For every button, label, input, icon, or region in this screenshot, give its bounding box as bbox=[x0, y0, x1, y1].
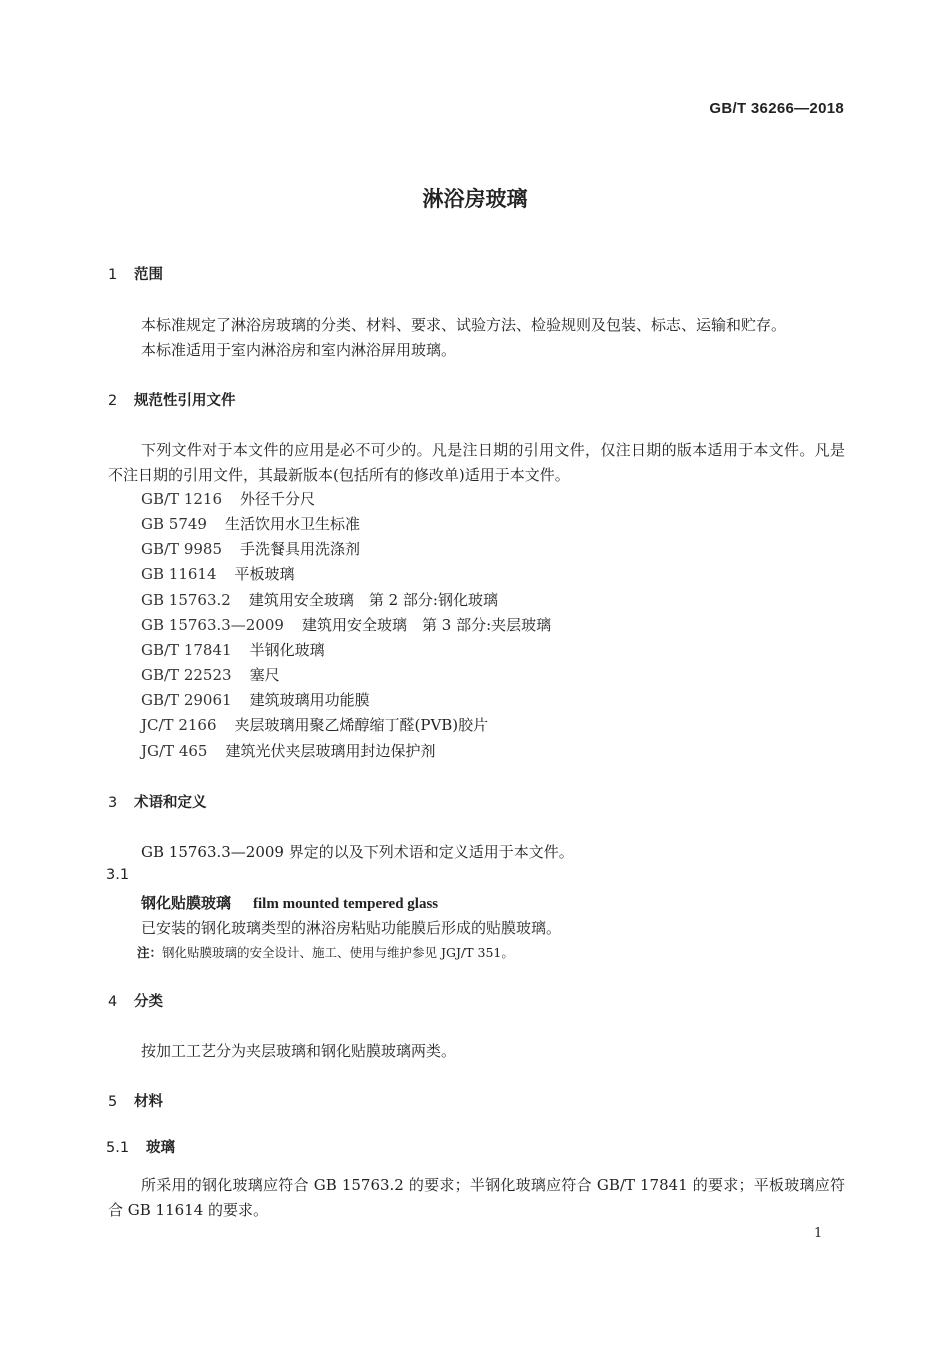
reference-item bbox=[141, 740, 435, 761]
reference-name: 手洗餐具用洗涤剂 bbox=[240, 540, 361, 558]
standard-number: GB/T 36266—2018 bbox=[709, 100, 844, 117]
section-5-heading bbox=[108, 1090, 163, 1111]
term-number: 3.1 bbox=[106, 867, 130, 883]
section-title: 术语和定义 bbox=[134, 795, 207, 811]
reference-item bbox=[141, 513, 360, 534]
reference-name: 夹层玻璃用聚乙烯醇缩丁醛(PVB)胶片 bbox=[234, 716, 489, 734]
reference-code: GB 5749 bbox=[141, 515, 207, 533]
reference-name: 生活饮用水卫生标准 bbox=[224, 515, 360, 533]
reference-name: 平板玻璃 bbox=[234, 565, 295, 583]
section-number: 5 bbox=[108, 1094, 118, 1110]
reference-code: GB/T 9985 bbox=[141, 540, 223, 558]
paragraph: 按加工工艺分为夹层玻璃和钢化贴膜玻璃两类。 bbox=[141, 1042, 457, 1060]
term-english: film mounted tempered glass bbox=[253, 896, 439, 912]
term-entry bbox=[141, 892, 438, 913]
section-2-heading bbox=[108, 389, 236, 410]
reference-code: JG/T 465 bbox=[141, 742, 208, 760]
paragraph: 所采用的钢化玻璃应符合 GB 15763.2 的要求；半钢化玻璃应符合 GB/T 17841 的要求；平板玻璃应符合 GB 11614 的要求。 bbox=[108, 1176, 845, 1219]
reference-item bbox=[141, 538, 360, 559]
reference-name: 建筑光伏夹层玻璃用封边保护剂 bbox=[225, 742, 436, 760]
note-label: 注： bbox=[137, 945, 163, 960]
note bbox=[137, 943, 514, 961]
reference-code: GB/T 17841 bbox=[141, 641, 232, 659]
reference-code: JC/T 2166 bbox=[141, 716, 217, 734]
reference-code: GB 11614 bbox=[141, 565, 217, 583]
paragraph: 本标准适用于室内淋浴房和室内淋浴屏用玻璃。 bbox=[141, 341, 457, 359]
reference-item bbox=[141, 639, 325, 660]
section-title: 分类 bbox=[134, 994, 163, 1010]
subsection-number: 5.1 bbox=[106, 1140, 130, 1156]
subsection-title: 玻璃 bbox=[146, 1140, 175, 1156]
section-1-heading bbox=[108, 263, 163, 284]
subsection-5-1-heading bbox=[106, 1136, 175, 1157]
reference-name: 半钢化玻璃 bbox=[249, 641, 325, 659]
section-number: 3 bbox=[108, 795, 118, 811]
section-number: 1 bbox=[108, 267, 118, 283]
reference-item bbox=[141, 488, 315, 509]
reference-name: 外径千分尺 bbox=[240, 490, 316, 508]
reference-item bbox=[141, 563, 295, 584]
paragraph: GB 15763.3—2009 界定的以及下列术语和定义适用于本文件。 bbox=[141, 843, 574, 861]
reference-item bbox=[141, 714, 488, 735]
page-number: 1 bbox=[814, 1226, 823, 1241]
reference-name: 塞尺 bbox=[249, 666, 280, 684]
section-number: 2 bbox=[108, 393, 118, 409]
section-title: 材料 bbox=[134, 1094, 163, 1110]
reference-item bbox=[141, 614, 551, 635]
paragraph: 本标准规定了淋浴房玻璃的分类、材料、要求、试验方法、检验规则及包装、标志、运输和贮存。 bbox=[141, 316, 787, 334]
reference-name: 建筑玻璃用功能膜 bbox=[249, 691, 370, 709]
section-3-heading bbox=[108, 791, 207, 812]
reference-name: 建筑用安全玻璃 第 3 部分:夹层玻璃 bbox=[301, 616, 552, 634]
reference-code: GB/T 29061 bbox=[141, 691, 232, 709]
section-title: 规范性引用文件 bbox=[134, 393, 236, 409]
reference-code: GB 15763.3—2009 bbox=[141, 616, 284, 634]
reference-code: GB/T 22523 bbox=[141, 666, 232, 684]
reference-code: GB 15763.2 bbox=[141, 591, 231, 609]
reference-item bbox=[141, 689, 370, 710]
section-4-heading bbox=[108, 990, 163, 1011]
section-title: 范围 bbox=[134, 267, 163, 283]
paragraph: 下列文件对于本文件的应用是必不可少的。凡是注日期的引用文件，仅注日期的版本适用于本文件。凡是不注日期的引用文件，其最新版本(包括所有的修改单)适用于本文件。 bbox=[108, 441, 845, 484]
note-text: 钢化贴膜玻璃的安全设计、施工、使用与维护参见 JGJ/T 351。 bbox=[162, 945, 514, 960]
reference-item bbox=[141, 589, 498, 610]
term-chinese: 钢化贴膜玻璃 bbox=[141, 894, 232, 912]
section-number: 4 bbox=[108, 994, 118, 1010]
reference-code: GB/T 1216 bbox=[141, 490, 223, 508]
document-title: 淋浴房玻璃 bbox=[422, 187, 528, 211]
term-definition: 已安装的钢化玻璃类型的淋浴房粘贴功能膜后形成的贴膜玻璃。 bbox=[141, 919, 562, 937]
reference-item bbox=[141, 664, 280, 685]
reference-name: 建筑用安全玻璃 第 2 部分:钢化玻璃 bbox=[248, 591, 498, 609]
